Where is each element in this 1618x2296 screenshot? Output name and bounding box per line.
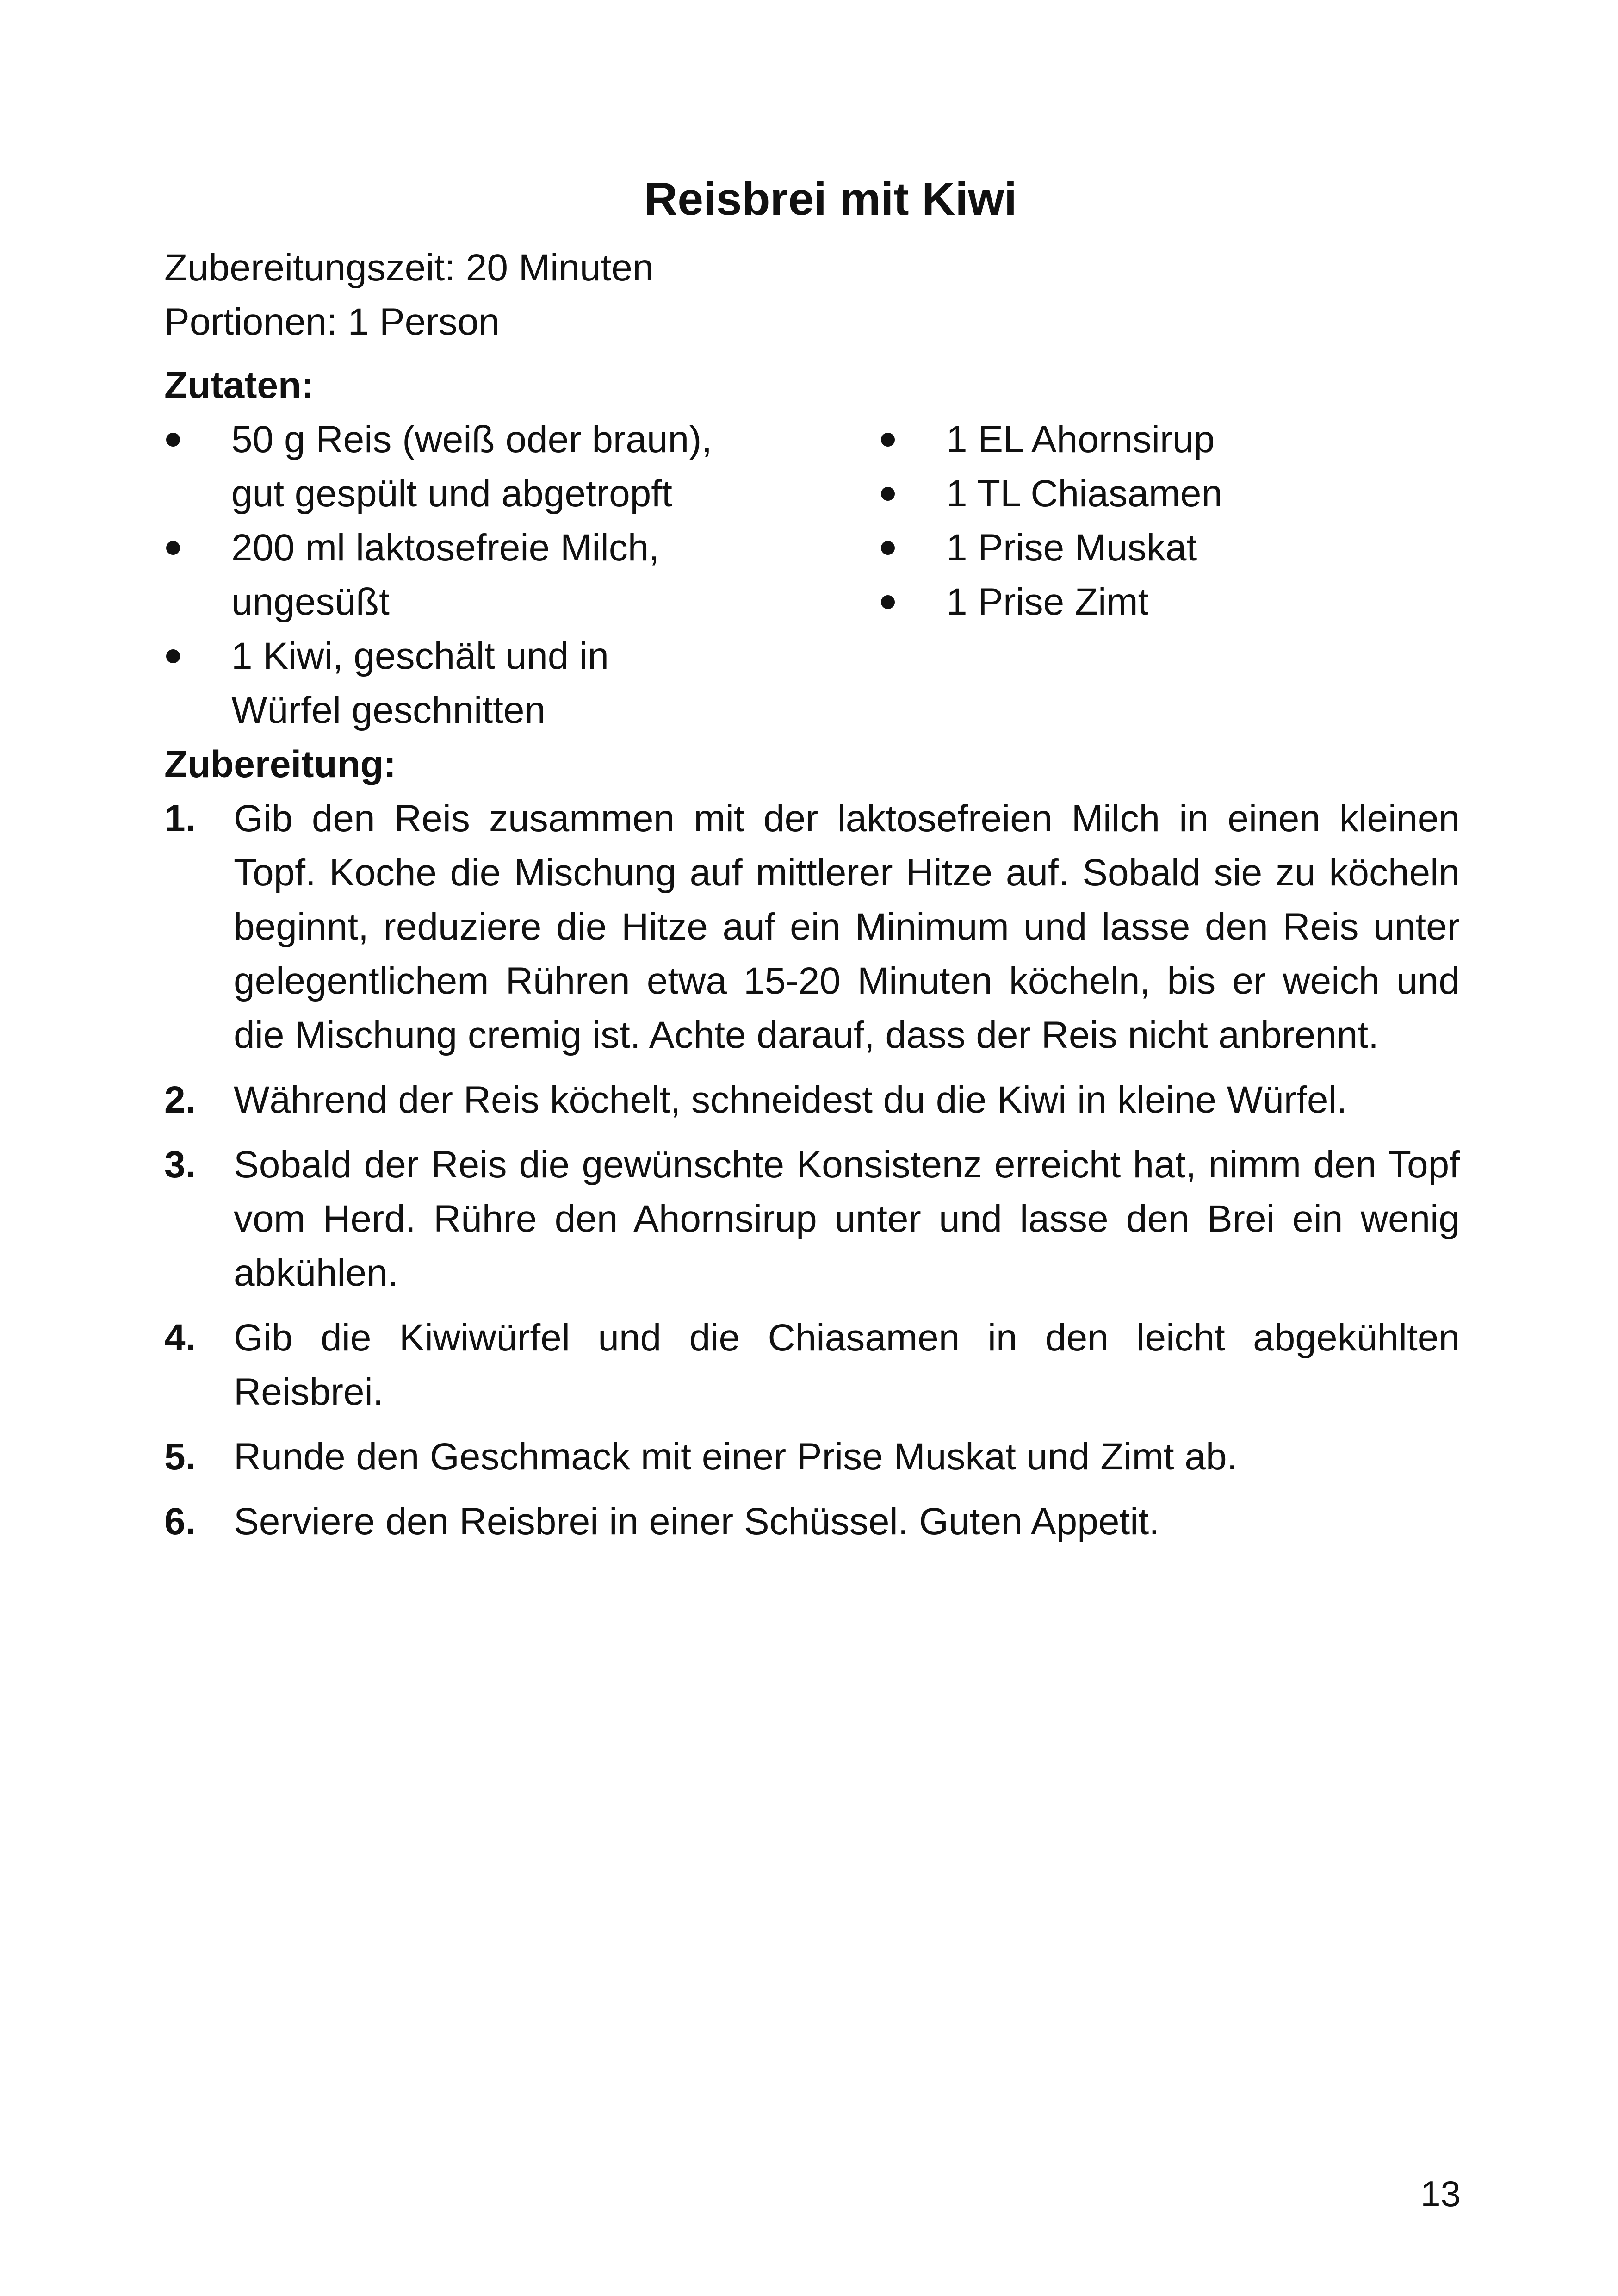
ingredient-item bbox=[879, 575, 1434, 629]
ingredient-item bbox=[164, 629, 879, 737]
step-text: Runde den Geschmack mit einer Prise Muskat und Zimt ab. bbox=[234, 1436, 1238, 1478]
step-number: 5. bbox=[164, 1436, 196, 1478]
ingredient-text: 1 Prise Zimt bbox=[946, 581, 1149, 623]
page-number: 13 bbox=[1420, 2173, 1461, 2214]
ingredient-text: 50 g Reis (weiß oder braun), gut gespült und abgetropft bbox=[231, 418, 713, 515]
step-text: Sobald der Reis die gewünschte Konsistenz erreicht hat, nimm den Topf vom Herd. Rühre den Ahornsirup unter und lasse den Brei ein wenig abkühlen. bbox=[234, 1144, 1460, 1294]
step-text: Während der Reis köchelt, schneidest du die Kiwi in kleine Würfel. bbox=[234, 1079, 1347, 1121]
step-number: 2. bbox=[164, 1079, 196, 1121]
portions: Portionen: 1 Person bbox=[164, 301, 500, 343]
recipe-meta bbox=[164, 241, 1460, 349]
ingredient-text: 1 TL Chiasamen bbox=[946, 473, 1223, 515]
step-text: Gib die Kiwiwürfel und die Chiasamen in den leicht abgekühlten Reisbrei. bbox=[234, 1317, 1460, 1413]
step-number: 6. bbox=[164, 1500, 196, 1543]
ingredient-item bbox=[164, 521, 879, 629]
ingredient-text: 1 Prise Muskat bbox=[946, 527, 1197, 569]
ingredient-item bbox=[879, 467, 1434, 521]
step-item bbox=[164, 1430, 1460, 1484]
ingredient-text: 1 EL Ahornsirup bbox=[946, 418, 1215, 460]
step-number: 1. bbox=[164, 797, 196, 840]
recipe-title: Reisbrei mit Kiwi bbox=[644, 173, 1017, 225]
ingredients-column-left bbox=[164, 412, 879, 737]
bullet-icon bbox=[164, 521, 231, 629]
bullet-icon bbox=[879, 521, 946, 575]
step-item bbox=[164, 1494, 1460, 1549]
ingredient-text: 200 ml laktosefreie Milch, ungesüßt bbox=[231, 527, 660, 623]
bullet-icon bbox=[879, 575, 946, 629]
bullet-icon bbox=[164, 412, 231, 521]
ingredient-text: 1 Kiwi, geschält und in Würfel geschnitten bbox=[231, 635, 609, 731]
ingredients-column-right bbox=[879, 412, 1434, 737]
ingredients-heading: Zutaten: bbox=[164, 364, 314, 406]
step-item bbox=[164, 1311, 1460, 1419]
bullet-icon bbox=[164, 629, 231, 737]
step-text: Gib den Reis zusammen mit der laktosefreien Milch in einen kleinen Topf. Koche die Mischung auf mittlerer Hitze auf. Sobald sie zu köcheln beginnt, reduziere die Hitze auf ein Minimum und lasse den Reis unter gelegentlichem Rühren etwa 15-20 Minuten köcheln, bis er weich und die Mischung cremig ist. Achte darauf, dass der Reis nicht anbrennt. bbox=[234, 797, 1460, 1056]
step-item bbox=[164, 1138, 1460, 1300]
step-number: 4. bbox=[164, 1317, 196, 1359]
step-item bbox=[164, 791, 1460, 1062]
ingredient-item bbox=[879, 521, 1434, 575]
preparation-steps bbox=[164, 791, 1460, 1549]
bullet-icon bbox=[879, 467, 946, 521]
recipe-page bbox=[164, 167, 1460, 1559]
step-text: Serviere den Reisbrei in einer Schüssel. Guten Appetit. bbox=[234, 1500, 1159, 1543]
preparation-heading: Zubereitung: bbox=[164, 743, 397, 785]
step-item bbox=[164, 1073, 1460, 1127]
bullet-icon bbox=[879, 412, 946, 467]
ingredient-item bbox=[164, 412, 879, 521]
step-number: 3. bbox=[164, 1144, 196, 1186]
ingredient-item bbox=[879, 412, 1434, 467]
prep-time: Zubereitungszeit: 20 Minuten bbox=[164, 247, 654, 289]
ingredients-list bbox=[164, 412, 1460, 737]
